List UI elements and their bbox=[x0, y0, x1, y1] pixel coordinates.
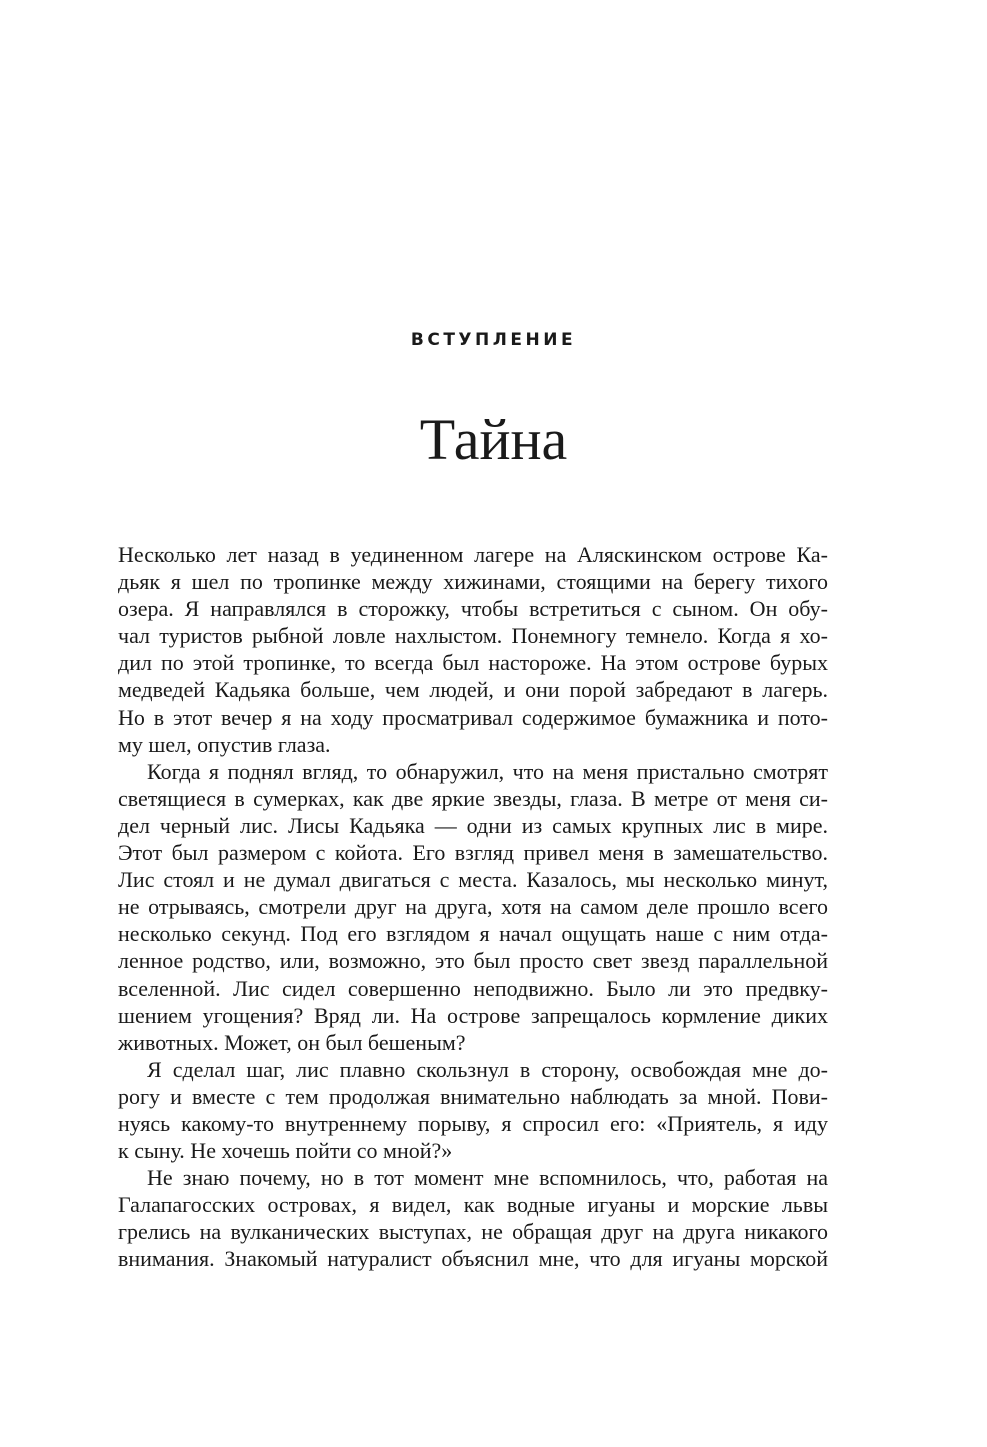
text-line: Несколько лет назад в уединенном лагере на Аляскинском острове Ка- bbox=[118, 542, 828, 567]
text-line: Когда я поднял вгляд, то обнаружил, что на меня пристально смотрят bbox=[147, 758, 828, 784]
text-line: вселенной. Лис сидел совершенно неподвижно. Было ли это предвку- bbox=[118, 975, 828, 1001]
text-line: не отрываясь, смотрели друг на друга, хотя на самом деле прошло всего bbox=[118, 894, 828, 920]
text-line: рогу и вместе с тем продолжая внимательно наблюдать за мной. Пови- bbox=[118, 1083, 828, 1109]
text-line: дьяк я шел по тропинке между хижинами, стоящими на берегу тихого bbox=[118, 569, 828, 595]
text-line: Лис стоял и не думал двигаться с места. Казалось, мы несколько минут, bbox=[118, 867, 828, 893]
text-line: нуясь какому-то внутреннему порыву, я спросил его: «Приятель, я иду bbox=[118, 1110, 828, 1136]
text-line: дел черный лис. Лисы Кадьяка — одни из самых крупных лис в мире. bbox=[118, 812, 828, 838]
text-line: дил по этой тропинке, то всегда был настороже. На этом острове бурых bbox=[118, 650, 828, 676]
text-line: ленное родство, или, возможно, это был просто свет звезд параллельной bbox=[118, 948, 828, 974]
text-line: к сыну. Не хочешь пойти со мной?» bbox=[118, 1138, 453, 1164]
text-line: светящиеся в сумерках, как две яркие звезды, глаза. В метре от меня си- bbox=[118, 785, 828, 811]
text-line: шением угощения? Вряд ли. На острове запрещалось кормление диких bbox=[118, 1002, 828, 1028]
text-line: Этот был размером с койота. Его взгляд привел меня в замешательство. bbox=[118, 840, 828, 866]
text-line: грелись на вулканических выступах, не обращая друг на друга никакого bbox=[118, 1219, 828, 1245]
text-line: Я сделал шаг, лис плавно скользнул в сторону, освобождая мне до- bbox=[147, 1056, 828, 1082]
chapter-title: Тайна bbox=[419, 407, 568, 472]
text-line: озера. Я направлялся в сторожку, чтобы встретиться с сыном. Он обу- bbox=[118, 596, 828, 622]
section-label: ВСТУПЛЕНИЕ bbox=[410, 330, 577, 350]
text-line: несколько секунд. Под его взглядом я начал ощущать наше с ним отда- bbox=[118, 921, 828, 947]
text-line: Не знаю почему, но в тот момент мне вспомнилось, что, работая на bbox=[147, 1165, 828, 1191]
text-line: животных. Может, он был бешеным? bbox=[118, 1029, 466, 1055]
text-line: внимания. Знакомый натуралист объяснил мне, что для игуаны морской bbox=[118, 1246, 828, 1272]
text-line: Но в этот вечер я на ходу просматривал содержимое бумажника и пото- bbox=[118, 704, 828, 730]
body-text bbox=[118, 541, 828, 1273]
text-line: Галапагосских островах, я видел, как водные игуаны и морские львы bbox=[118, 1192, 828, 1218]
text-line: медведей Кадьяка больше, чем людей, и они порой забредают в лагерь. bbox=[118, 677, 828, 703]
text-line: чал туристов рыбной ловле нахлыстом. Понемногу темнело. Когда я хо- bbox=[118, 623, 828, 649]
text-line: му шел, опустив глаза. bbox=[118, 731, 331, 757]
